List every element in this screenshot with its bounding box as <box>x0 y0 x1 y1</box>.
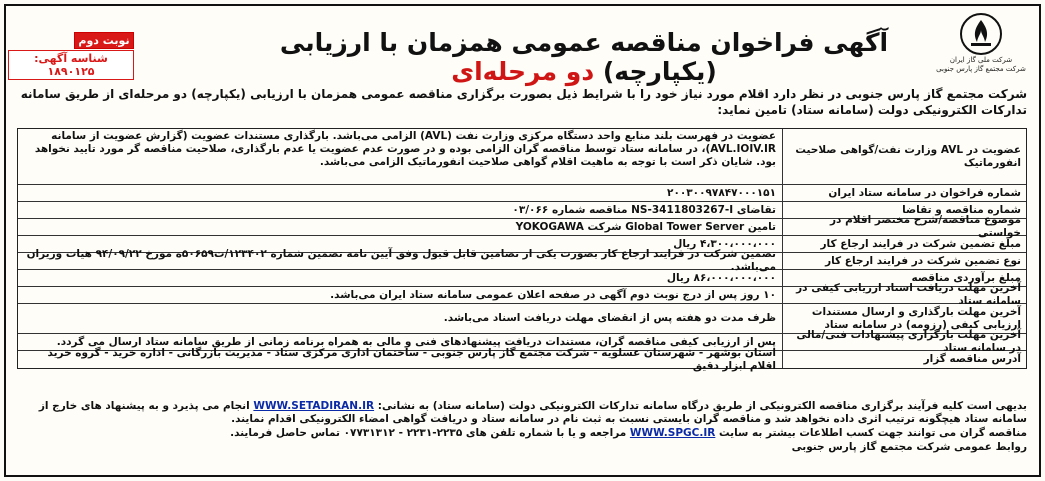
flame-logo-icon <box>959 12 1003 56</box>
footer-line-2-before: مناقصه گران می توانند جهت کسب اطلاعات بیشتر به سایت <box>715 427 1027 439</box>
row-label: شماره مناقصه و تقاضا <box>782 202 1026 218</box>
notice-badges <box>8 32 134 80</box>
row-label: شماره فراخوان در سامانه ستاد ایران <box>782 185 1026 201</box>
table-row <box>18 248 1026 273</box>
row-value: ۸۶،۰۰۰،۰۰۰،۰۰۰ ریال <box>666 271 776 284</box>
row-value: ۴،۳۰۰،۰۰۰،۰۰۰ ریال <box>673 237 776 250</box>
intro-paragraph: شرکت مجتمع گاز پارس جنوبی در نظر دارد اقلام مورد نیاز خود را با شرایط ذیل بصورت برگزاری مناقصه عمومی همزمان با ارزیابی (یکپارچه) دو مرحله‌ای از طریق سامانه تدارکات الکترونیکی دولت (سامانه ستاد) تامین نماید: <box>20 87 1027 117</box>
footer-line-1-before: بدیهی است کلیه فرآیند برگزاری مناقصه الکترونیکی از طریق درگاه سامانه تدارکات الکترونیکی دولت (سامانه ستاد) به نشانی: <box>374 400 1027 412</box>
table-row <box>18 282 1026 307</box>
notice-id-badge: شناسه آگهی: ۱۸۹۰۱۲۵ <box>8 50 134 80</box>
row-value: پس از ارزیابی کیفی مناقصه گران، مستندات دریافت پیشنهادهای فنی و مالی به همراه برنامه زمانی از طریق سامانه ستاد ارسال می گردد. <box>56 335 776 348</box>
row-label: مبلغ برآوردی مناقصه <box>782 270 1026 286</box>
row-value: استان بوشهر - شهرستان عسلویه - شرکت مجتمع گاز پارس جنوبی - ساختمان اداری مرکزی ستاد - مدیریت بازرگانی - اداره خرید - گروه خرید اقلام ابزار دقیق <box>47 346 776 372</box>
table-row <box>18 346 1026 372</box>
footer-signature: روابط عمومی شرکت مجتمع گاز پارس جنوبی <box>791 441 1027 453</box>
footer-notes <box>12 400 1027 455</box>
row-value: تضمین شرکت در فرایند ارجاع کار بصورت یکی از تضامین قابل قبول وفق آیین نامه تضمین شماره ۱۲۳۴۰۲/ت۵۰۶۵۹ه مورخ ۹۴/۰۹/۲۲ هیات وزیران می‌باشد. <box>26 248 776 273</box>
table-row <box>18 129 1026 185</box>
footer-line-1-after: انجام می پذیرد و به پیشنهاد های خارج از سامانه ستاد هیچگونه ترتیب اثری داده نخواهد شد و مناقصه گران بایستی نسبت به ثبت نام در سامانه ستاد و دریافت گواهی امضاء الکترونیکی اقدام نمایند. <box>38 400 1027 425</box>
row-label: مبلغ تضمین شرکت در فرایند ارجاع کار <box>782 236 1026 252</box>
page-title <box>239 28 929 86</box>
row-value: تامین Global Tower Server شرکت YOKOGAWA <box>515 220 776 233</box>
setadiran-link[interactable]: WWW.SETADIRAN.IR <box>253 400 375 412</box>
row-value: تقاضای NS-3411803267-I مناقصه شماره ۰۳/۰۶۶ <box>512 203 776 216</box>
row-label: نوع تضمین شرکت در فرایند ارجاع کار <box>782 253 1026 269</box>
title-accent: دو مرحله‌ای <box>451 57 595 86</box>
round-badge: نوبت دوم <box>74 32 134 49</box>
row-value: عضویت در فهرست بلند منابع واحد دستگاه مرکزی وزارت نفت (AVL) الزامی می‌باشد. بارگذاری مستندات عضویت (گزارش عضویت از سامانه AVL.IOIV.IR)، در سامانه ستاد توسط مناقصه گران الزامی بوده و در صورت عدم عضویت یا عدم بارگذاری، صلاحیت مناقصه گر مورد تایید نخواهد بود. شایان ذکر است با توجه به ماهیت اقلام گواهی صلاحیت انفورماتیک الزامی می‌باشد. <box>34 130 776 168</box>
row-label: آخرین مهلت بارگذاری و ارسال مستندات ارزیابی کیفی (رزومه) در سامانه ستاد <box>782 304 1026 333</box>
row-label: موضوع مناقصه/شرح مختصر اقلام در خواستی <box>782 219 1026 235</box>
row-label: آخرین مهلت دریافت اسناد ارزیابی کیفی در سامانه ستاد <box>782 287 1026 303</box>
advertisement-page <box>4 4 1041 477</box>
row-label: آدرس مناقصه گزار <box>782 351 1026 368</box>
footer-line-1 <box>12 400 1027 426</box>
logo-caption-2: شرکت مجتمع گاز پارس جنوبی <box>936 65 1026 73</box>
company-logo <box>933 12 1029 80</box>
row-label: آخرین مهلت بارگزاری پیشنهادات فنی/مالی در سامانه ستاد <box>782 334 1026 350</box>
table-row <box>18 185 1026 202</box>
title-main: آگهی فراخوان مناقصه عمومی همزمان با ارزیابی (یکپارچه) <box>279 28 889 86</box>
tender-details-table <box>17 128 1027 372</box>
footer-line-2-after: مراجعه و یا با شماره تلفن های ۲۲۳۵-۲۲۳۱ - ۰۷۷۳۱۳۱۲ تماس حاصل فرمایند. <box>230 427 630 439</box>
table-row <box>18 214 1026 239</box>
spgc-link[interactable]: WWW.SPGC.IR <box>629 427 716 439</box>
logo-caption-1: شرکت ملی گاز ایران <box>949 56 1013 64</box>
row-value: ۱۰ روز پس از درج نوبت دوم آگهی در صفحه اعلان عمومی سامانه ستاد ایران می‌باشد. <box>330 288 776 301</box>
row-label: عضویت در AVL وزارت نفت/گواهی صلاحیت انفورماتیک <box>782 129 1026 184</box>
footer-line-2 <box>12 427 1027 440</box>
row-value: ۲۰۰۳۰۰۹۷۸۴۷۰۰۰۱۵۱ <box>667 186 776 199</box>
row-value: ظرف مدت دو هفته پس از انقضای مهلت دریافت اسناد می‌باشد. <box>443 312 776 324</box>
